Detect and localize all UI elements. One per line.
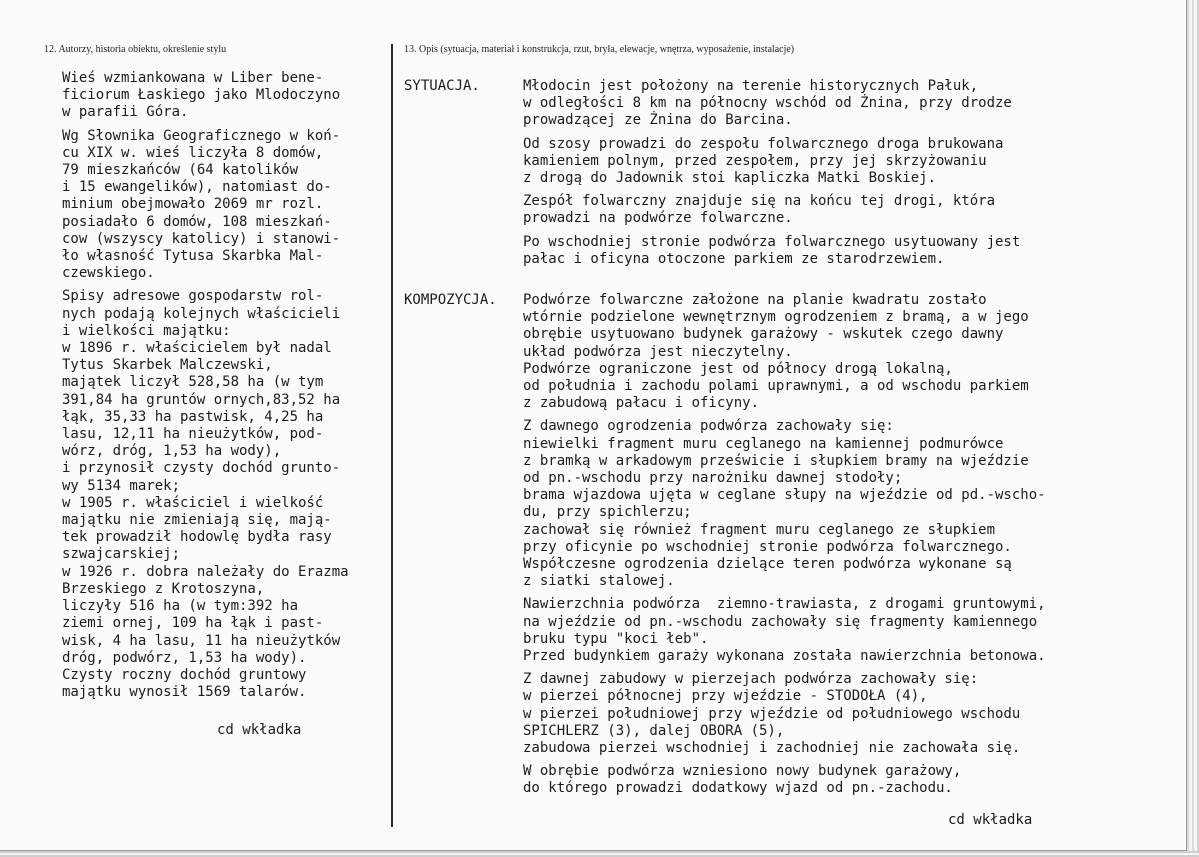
page-edge-right bbox=[1187, 0, 1199, 857]
history-paragraph-3: Spisy adresowe gospodarstw rol- nych podają kolejnych właścicieli i wielkości majątku: w 1896 r. właścicielem był nadal Tytus Skarbek Malczewski, majątek liczył 528,58 ha (w tym 391,84 ha gruntów ornych,83,52 ha łąk, 35,33 ha pastwisk, 4,25 ha lasu, 12,11 ha nieużytków, pod- wórz, dróg, 1,53 ha wody), i przynosił czysty dochód grunto- wy 5134 marek; w 1905 r. właściciel i wielkość majątku nie zmieniają się, mają- tek prowadził hodowlę bydła rasy szwajcarskiej; w 1926 r. dobra należały do Erazma Brzeskiego z Krotoszyna, liczyły 516 ha (w tym:392 ha ziemi ornej, 109 ha łąk i past- wisk, 4 ha lasu, 11 ha nieużytków dróg, podwórz, 1,53 ha wody). Czysty roczny dochód gruntowy majątku wynosił 1569 talarów. bbox=[62, 288, 349, 701]
kompozycja-paragraph-4: Z dawnej zabudowy w pierzejach podwórza zachowały się: w pierzei północnej przy wjeździe - STODOŁA (4), w pierzei południowej przy wjeździe od południowego wschodu SPICHLERZ (3), dalej OBORA (5), zabudowa pierzei wschodniej i zachodniej nie zachowała się. bbox=[523, 671, 1021, 757]
header-right: 13. Opis (sytuacja, materiał i konstrukcja, rzut, bryła, elewacje, wnętrza, wyposażenie, instalacje) bbox=[404, 44, 795, 55]
kompozycja-paragraph-2: Z dawnego ogrodzenia podwórza zachowały się: niewielki fragment muru ceglanego na kamiennej podmurówce z bramką w arkadowym prześwicie i słupkiem bramy na wjeździe od pn.-wschodu przy narożniku dawnej stodoły; brama wjazdowa ujęta w ceglane słupy na wjeździe od pd.-wscho- du, przy spichlerzu; zachował się również fragment muru ceglanego ze słupkiem przy oficynie po wschodniej stronie podwórza folwarcznego. Współczesne ogrodzenia dzielące teren podwórza wykonane są z siatki stalowej. bbox=[523, 418, 1046, 590]
continued-note-right: cd wkładka bbox=[948, 812, 1033, 828]
page-edge-bottom bbox=[0, 851, 1199, 857]
sytuacja-paragraph-3: Zespół folwarczny znajduje się na końcu tej drogi, która prowadzi na podwórze folwarczne. bbox=[523, 193, 996, 227]
kompozycja-paragraph-5: W obrębie podwórza wzniesiono nowy budynek garażowy, do którego prowadzi dodatkowy wjazd od pn.-zachodu. bbox=[523, 763, 962, 797]
left-column bbox=[62, 70, 349, 738]
sytuacja-paragraph-1: Młodocin jest położony na terenie historycznych Pałuk, w odległości 8 km na północny wschód od Żnina, przy drodze prowadzącej ze Żnina do Barcina. bbox=[523, 78, 1012, 129]
sytuacja-paragraph-4: Po wschodniej stronie podwórza folwarcznego usytuowany jest pałac i oficyna otoczone parkiem ze starodrzewiem. bbox=[523, 233, 1021, 267]
continued-note-left: cd wkładka bbox=[217, 722, 302, 738]
section-label-kompozycja: KOMPOZYCJA. bbox=[404, 292, 497, 308]
sytuacja-body bbox=[523, 78, 1020, 274]
kompozycja-body bbox=[523, 292, 1046, 804]
sytuacja-paragraph-2: Od szosy prowadzi do zespołu folwarcznego droga brukowana kamieniem polnym, przed zespołem, przy jej skrzyżowaniu z drogą do Jadownik stoi kapliczka Matki Boskiej. bbox=[523, 135, 1004, 187]
column-divider bbox=[391, 44, 393, 827]
kompozycja-paragraph-3: Nawierzchnia podwórza ziemno-trawiasta, z drogami gruntowymi, na wjeździe od pn.-wschodu zachowały się fragmenty kamiennego bruku typu "koci łeb". Przed budynkiem garaży wykonana została nawierzchnia betonowa. bbox=[523, 596, 1046, 665]
kompozycja-paragraph-1: Podwórze folwarczne założone na planie kwadratu zostało wtórnie podzielone wewnętrznym ogrodzeniem z bramą, a w jego obrębie usytuowano budynek garażowy - wskutek czego dawny układ podwórza jest nieczytelny. Podwórze ograniczone jest od północy drogą lokalną, od południa i zachodu polami uprawnymi, a od wschodu parkiem z zabudową pałacu i oficyny. bbox=[523, 292, 1029, 412]
section-label-sytuacja: SYTUACJA. bbox=[404, 78, 480, 94]
history-paragraph-2: Wg Słownika Geograficznego w koń- cu XIX w. wieś liczyła 8 domów, 79 mieszkańców (64 katolików i 15 ewangelików), natomiast do- minium obejmowało 2069 mr rozl. posiadało 6 domów, 108 mieszkań- cow (wszyscy katolicy) i stanowi- ło własność Tytusa Skarbka Mal- czewskiego. bbox=[62, 127, 341, 282]
history-paragraph-1: Wieś wzmiankowana w Liber bene- ficiorum Łaskiego jako Mlodoczyno w parafii Góra. bbox=[62, 70, 341, 121]
header-left: 12. Autorzy, historia obiektu, określenie stylu bbox=[44, 44, 227, 55]
